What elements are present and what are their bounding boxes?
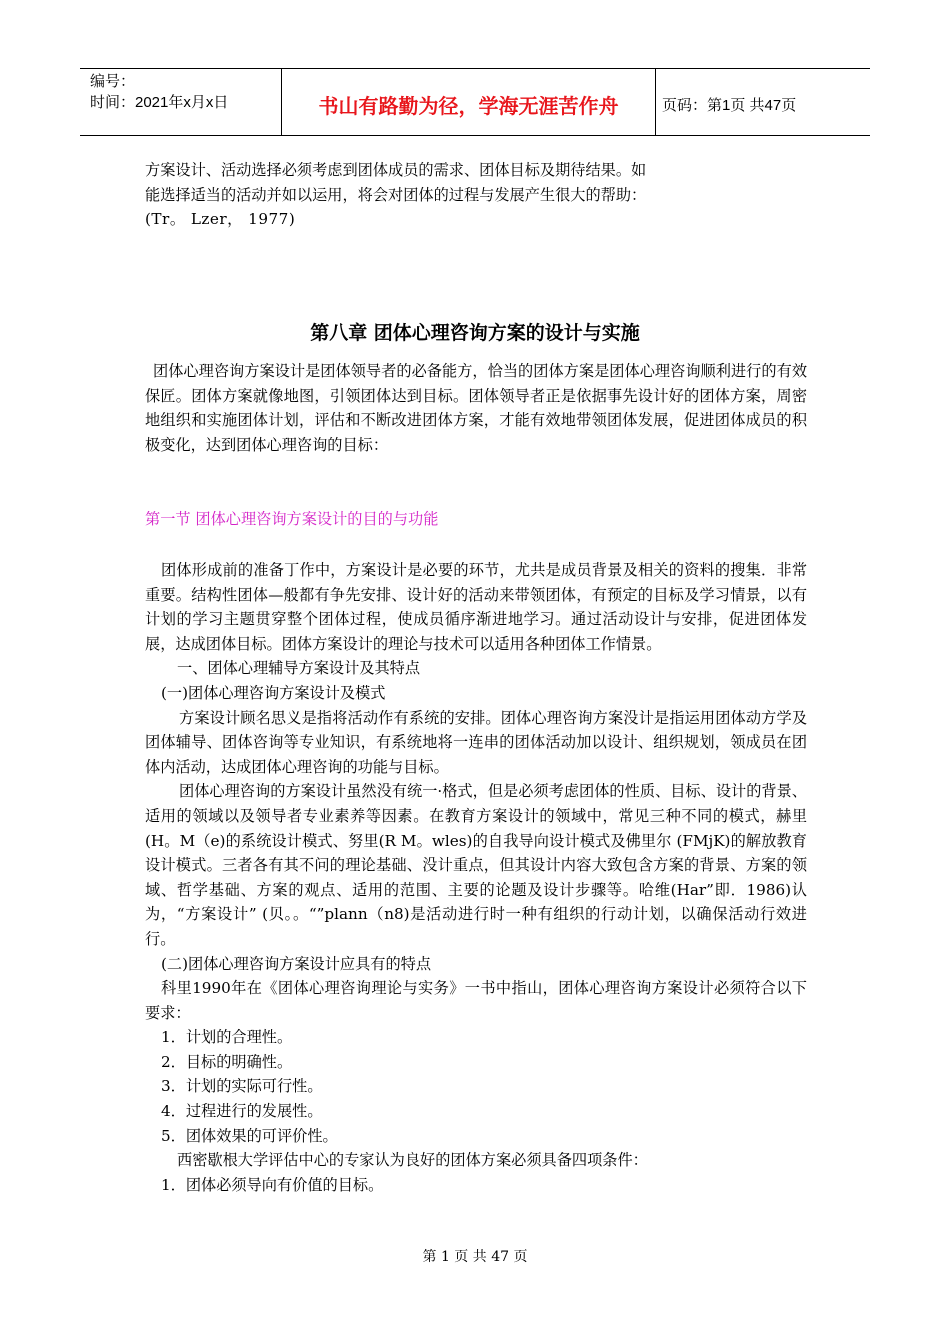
list-item: 5．团体效果的可评价性。 xyxy=(161,1126,338,1145)
top-line-2: 能选择适当的活动并如以运用，将会对团体的过程与发展产生很大的帮助： xyxy=(145,185,647,204)
paragraph-4: 科里1990年在《团体心理咨询理论与实务》一书中指山，团体心理咨询方案设计必须符合以下要求： xyxy=(145,979,807,1022)
top-text-block xyxy=(145,158,807,232)
page-header xyxy=(80,68,870,136)
list-item: 2．目标的明确性。 xyxy=(161,1052,293,1071)
intro-block xyxy=(145,359,807,457)
header-meta-cell xyxy=(80,69,282,135)
top-line-1: 方案设计、活动选择必须考虑到团体成员的需求、团体目标及期待结果。如 xyxy=(145,161,647,179)
heading-1: 一、团体心理辅导方案设计及其特点 xyxy=(177,659,420,678)
chapter-title: 第八章 团体心理咨询方案的设计与实施 xyxy=(310,322,640,344)
header-page-label: 页码：第1页 共47页 xyxy=(662,96,797,114)
paragraph-1: 团体形成前的准备丁作中，方案设计是必要的环节，尤共是成员背景及相关的资料的搜集．非常重要。结构性团体—般都有争先安排、设计好的活动来带领团体，有预定的目标及学习情景，以有计划的学习主题贯穿整个团体过程，使成员循序渐进地学习。通过活动设计与安排，促进团体发展，达成团体目标。团体方案设计的理论与技术可以适用各种团体工作情景。 xyxy=(145,561,807,653)
heading-3: (二)团体心理咨询方案设计应具有的特点 xyxy=(161,954,432,973)
section-title: 第一节 团体心理咨询方案设计的目的与功能 xyxy=(145,510,439,528)
paragraph-5: 西密歇根大学评估中心的专家认为良好的团体方案必须具备四项条件： xyxy=(177,1151,648,1170)
intro-paragraph: 团体心理咨询方案设计是团体领导者的必备能方，恰当的团体方案是团体心理咨询顺利进行的有效保匠。团体方案就像地图，引领团体达到目标。团体领导者正是依据事先设计好的团体方案，周密地组织和实施团体计划，评估和不断改进团体方案，才能有效地带领团体发展，促进团体成员的积极变化，达到团体心理咨询的目标： xyxy=(145,362,807,454)
list-item: 4．过程进行的发展性。 xyxy=(161,1102,323,1121)
section-body xyxy=(145,558,807,1197)
number-label: 编号： xyxy=(90,73,136,90)
citation: (Tr。 Lzer， 1977) xyxy=(145,210,296,229)
paragraph-3: 团体心理咨询的方案设计虽然没有统一·格式，但是必须考虑团体的性质、目标、设计的背景、适用的领域以及领导者专业素养等因素。在教育方案设计的领域中，常见三种不同的模式，赫里(H。M（e)的系统设计模式、努里(R M。wles)的自我导向设计模式及佛里尔 (FMjK)的解放教育设计模式。三者各有其不问的理论基础、没计重点，但其设计内容大致包含方案的背景、方案的领域、哲学基础、方案的观点、适用的范围、主要的论题及设计步骤等。哈维(Har”即．1986)认为，“方案设计” (贝。。“”plann（n8)是活动进行时一种有组织的行动计划，以确保活动行效进行。 xyxy=(145,782,807,948)
paragraph-2: 方案设计顾名思义是指将活动作有系统的安排。团体心理咨询方案没计是指运用团体动方学及团体辅导、团体咨询等专业知识，有系统地将一连串的团体活动加以设计、组织规划，领成员在团体内活动，达成团体心理咨询的功能与目标。 xyxy=(145,708,807,776)
heading-2: (一)团体心理咨询方案设计及模式 xyxy=(161,683,386,702)
list-item: 1．团体必须导向有价值的目标。 xyxy=(161,1175,384,1194)
page-footer: 第 1 页 共 47 页 xyxy=(422,1249,528,1265)
header-motto: 书山有路勤为径，学海无涯苦作舟 xyxy=(282,69,656,135)
list-item: 1．计划的合理性。 xyxy=(161,1028,293,1047)
date-label: 时间：2021年x月x日 xyxy=(90,94,229,111)
list-item: 3．计划的实际可行性。 xyxy=(161,1077,323,1096)
